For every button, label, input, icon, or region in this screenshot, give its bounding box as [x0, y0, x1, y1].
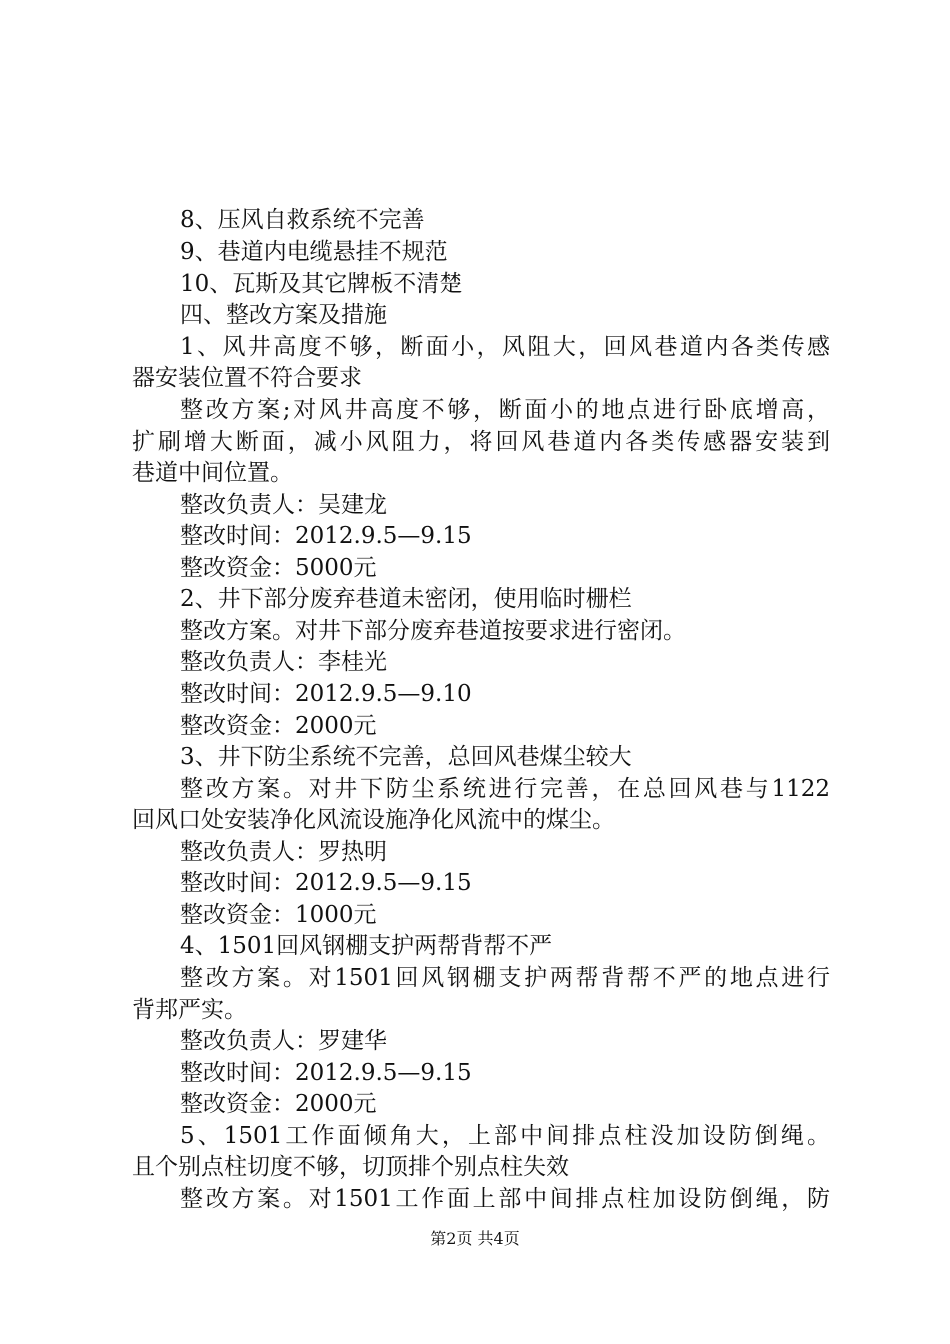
- list-item: 8、压风自救系统不完善: [180, 207, 425, 233]
- plan-line: 整改方案。对井下部分废弃巷道按要求进行密闭。: [180, 618, 686, 644]
- rectification-time: 整改时间：2012.9.5—9.15: [180, 523, 472, 549]
- rectification-funds: 整改资金：2000元: [180, 713, 377, 739]
- list-item: 10、瓦斯及其它牌板不清楚: [180, 271, 463, 297]
- plan-line: 巷道中间位置。: [132, 460, 293, 486]
- rectification-time: 整改时间：2012.9.5—9.15: [180, 870, 472, 896]
- plan-line: 整改方案。对井下防尘系统进行完善，在总回风巷与1122: [180, 776, 830, 802]
- responsible-person: 整改负责人：李桂光: [180, 649, 387, 675]
- plan-line: 背邦严实。: [132, 997, 247, 1023]
- plan-line: 扩刷增大断面，减小风阻力，将回风巷道内各类传感器安装到: [132, 429, 830, 455]
- item-title-line: 3、井下防尘系统不完善，总回风巷煤尘较大: [180, 744, 632, 770]
- item-title-line: 且个别点柱切度不够，切顶排个别点柱失效: [132, 1154, 569, 1180]
- item-title-line: 4、1501回风钢棚支护两帮背帮不严: [180, 933, 553, 959]
- item-title-line: 器安装位置不符合要求: [132, 365, 362, 391]
- page-footer: 第2页 共4页: [430, 1229, 520, 1248]
- responsible-person: 整改负责人：吴建龙: [180, 492, 387, 518]
- rectification-time: 整改时间：2012.9.5—9.15: [180, 1060, 472, 1086]
- responsible-person: 整改负责人：罗热明: [180, 839, 387, 865]
- list-item: 9、巷道内电缆悬挂不规范: [180, 239, 448, 265]
- responsible-person: 整改负责人：罗建华: [180, 1028, 387, 1054]
- plan-line: 整改方案。对1501工作面上部中间排点柱加设防倒绳，防: [180, 1186, 830, 1212]
- rectification-time: 整改时间：2012.9.5—9.10: [180, 681, 472, 707]
- item-title-line: 5、1501工作面倾角大，上部中间排点柱没加设防倒绳。: [180, 1123, 830, 1149]
- rectification-funds: 整改资金：2000元: [180, 1091, 377, 1117]
- plan-line: 回风口处安装净化风流设施净化风流中的煤尘。: [132, 807, 615, 833]
- rectification-funds: 整改资金：1000元: [180, 902, 377, 928]
- plan-line: 整改方案。对1501回风钢棚支护两帮背帮不严的地点进行: [180, 965, 830, 991]
- section-heading: 四、整改方案及措施: [180, 302, 387, 328]
- item-title-line: 2、井下部分废弃巷道未密闭，使用临时栅栏: [180, 586, 632, 612]
- item-title-line: 1、风井高度不够，断面小，风阻大，回风巷道内各类传感: [180, 334, 830, 360]
- rectification-funds: 整改资金：5000元: [180, 555, 377, 581]
- plan-line: 整改方案;对风井高度不够，断面小的地点进行卧底增高，: [180, 397, 830, 423]
